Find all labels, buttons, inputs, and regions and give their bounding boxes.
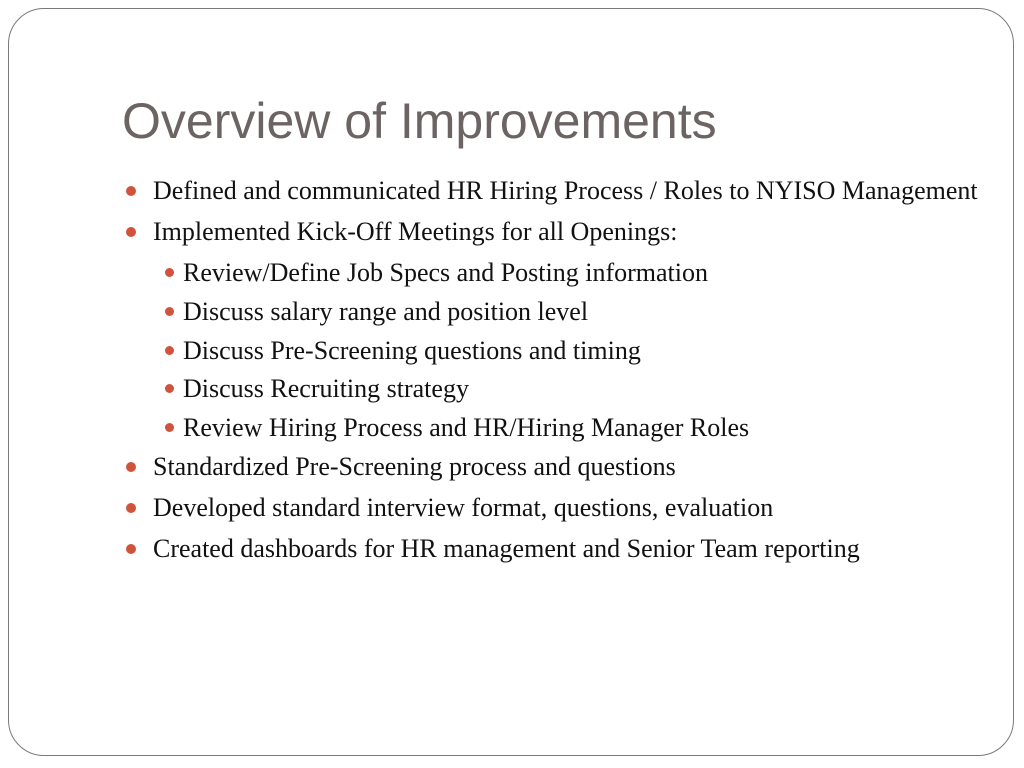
bullet-item	[123, 175, 983, 207]
sub-bullet-item	[153, 373, 983, 405]
bullet-dot-icon	[126, 186, 136, 196]
sub-bullet-dot-icon	[165, 346, 174, 355]
sub-bullet-item	[153, 412, 983, 444]
sub-bullet-dot-icon	[165, 268, 174, 277]
sub-bullet-item	[153, 257, 983, 289]
sub-bullet-text: Review/Define Job Specs and Posting information	[183, 258, 708, 287]
bullet-item	[123, 216, 983, 248]
sub-bullet-dot-icon	[165, 307, 174, 316]
bullet-item	[123, 451, 983, 483]
bullet-item	[123, 533, 983, 565]
sub-bullet-list	[123, 257, 983, 444]
sub-bullet-item	[153, 335, 983, 367]
bullet-text: Created dashboards for HR management and Senior Team reporting	[153, 533, 860, 563]
bullet-list	[123, 175, 983, 574]
sub-bullet-item	[153, 296, 983, 328]
bullet-text: Developed standard interview format, questions, evaluation	[153, 492, 774, 522]
sub-bullet-dot-icon	[165, 384, 174, 393]
bullet-text: Defined and communicated HR Hiring Process / Roles to NYISO Management	[153, 176, 978, 205]
sub-bullet-text: Discuss salary range and position level	[183, 296, 589, 326]
slide-frame	[8, 8, 1014, 756]
bullet-text: Standardized Pre-Screening process and questions	[153, 451, 676, 481]
bullet-dot-icon	[126, 227, 136, 237]
sub-bullet-text: Discuss Recruiting strategy	[183, 374, 469, 404]
slide-title: Overview of Improvements	[122, 93, 717, 149]
sub-bullet-text: Discuss Pre-Screening questions and timing	[183, 335, 641, 365]
bullet-text: Implemented Kick-Off Meetings for all Openings:	[153, 217, 678, 246]
sub-bullet-dot-icon	[165, 423, 174, 432]
sub-bullet-text: Review Hiring Process and HR/Hiring Manager Roles	[183, 413, 750, 443]
bullet-dot-icon	[126, 462, 136, 472]
bullet-dot-icon	[126, 503, 136, 513]
bullet-item	[123, 492, 983, 524]
bullet-dot-icon	[126, 544, 136, 554]
